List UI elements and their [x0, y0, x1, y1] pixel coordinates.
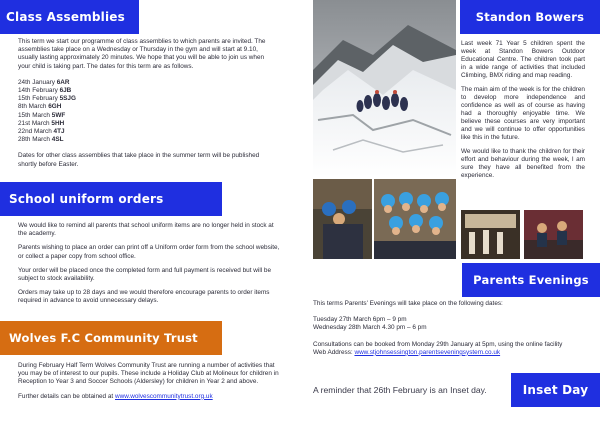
uniform-paragraph: Orders may take up to 28 days and we would therefore encourage parents to order items required in advance to avoid unnecessary delays. [18, 289, 270, 305]
wolves-title: Wolves F.C Community Trust [9, 331, 198, 345]
assembly-date-row: 24th January 6AR [18, 78, 70, 86]
standon-bowers-banner [460, 0, 600, 34]
inset-day-reminder: A reminder that 26th February is an Inset day. [313, 385, 487, 395]
assembly-date-row: 21st March 5HH [18, 119, 65, 127]
assembly-date-row: 8th March 6GH [18, 103, 62, 111]
bmx-illustration [524, 210, 583, 259]
class-assemblies-intro: This term we start our programme of class assemblies to which parents are invited. The assemblies take place on a Wednesday or Thursday in the gym and will start at 9.10, usually lasting approximately 20 minutes. We hope that you will be able to join us when your child is taking part. The dates for this term are as follows. [18, 38, 266, 70]
standon-paragraph: We would like to thank the children for their effort and behaviour during the week, I am sure they have all benefited from the experience. [461, 148, 585, 179]
class-assemblies-outro: Dates for other class assemblies that take place in the summer term will be published shortly before Easter. [18, 152, 260, 168]
assembly-date-row: 22nd March 4TJ [18, 128, 65, 136]
class-assemblies-banner [0, 0, 139, 34]
assembly-date-row: 14th February 6JB [18, 87, 72, 95]
climbing-helmet-photo [313, 179, 372, 259]
wolves-link[interactable]: www.wolvescommunitytrust.org.uk [115, 392, 213, 400]
assembly-date-row: 28th March 4SL [18, 136, 64, 144]
group-illustration [374, 179, 456, 259]
assembly-date-list [18, 79, 276, 145]
assembly-date-row: 15th February 5SJG [18, 95, 76, 103]
assembly-date-row: 15th March 5WF [18, 111, 66, 119]
uniform-paragraph: Parents wishing to place an order can print off a Uniform order form from the school website, or collect a paper copy from school office. [18, 244, 280, 260]
inset-day-banner [511, 373, 600, 407]
uniform-paragraph: Your order will be placed once the completed form and full payment is received but will be subject to stock availability. [18, 266, 272, 283]
wolves-banner [0, 321, 222, 355]
wolves-body [18, 362, 280, 407]
wolves-further-details: Further details can be obtained at www.wolvescommunitytrust.org.uk [18, 392, 213, 400]
uniform-paragraph: We would like to remind all parents that school uniform items are no longer held in stock at the academy. [18, 222, 274, 238]
standon-paragraph: The main aim of the week is for the children to develop more independence and confidence as well as of course as having had a thoroughly enjoyable time. We believe these courses are very important and we will continue to offer opportunities like this in the future. [461, 86, 585, 141]
school-uniform-banner [0, 182, 222, 216]
mountain-illustration [313, 0, 456, 177]
bmx-photo [524, 210, 583, 259]
school-uniform-title: School uniform orders [9, 192, 164, 206]
indoor-activity-photo [461, 210, 520, 259]
group-helmets-photo [374, 179, 456, 259]
parents-evenings-body [313, 300, 593, 357]
parents-evening-date: Tuesday 27th March 6pm – 9 pm [313, 316, 407, 324]
standon-bowers-title: Standon Bowers [475, 10, 585, 24]
parents-evenings-banner [462, 263, 600, 297]
parents-evening-link[interactable]: www.stjohnsessington.parentseveningsystem.co.uk [354, 348, 501, 356]
class-assemblies-title: Class Assemblies [6, 10, 125, 24]
parents-evening-date: Wednesday 28th March 4.30 pm – 6 pm [313, 324, 427, 332]
parents-evenings-title: Parents Evenings [473, 273, 589, 287]
booking-web-address: Web Address: www.stjohnsessington.parentseveningsystem.co.uk [313, 348, 501, 356]
standon-bowers-body [461, 40, 585, 186]
booking-text: Consultations can be booked from Monday 29th January at 5pm, using the online facility [313, 340, 563, 348]
indoor-illustration [461, 210, 520, 259]
class-assemblies-body [18, 38, 276, 175]
parents-evenings-intro: This terms Parents' Evenings will take place on the following dates: [313, 300, 503, 307]
standon-paragraph: Last week 71 Year 5 children spent the week at Standon Bowers Outdoor Educational Centre. The children took part in a wide range of activities that included Climbing, BMX riding and map reading. [461, 40, 585, 79]
climbing-illustration [313, 179, 372, 259]
wolves-paragraph: During February Half Term Wolves Community Trust are running a number of activities that you may be of interest to our pupils. These include a Holiday Club at Molineux for children in Reception to Year 3 and Soccer Schools (Aldersley) for children in Year 2 and above. [18, 362, 279, 386]
snowy-mountain-photo [313, 0, 456, 177]
parents-evenings-dates [313, 316, 593, 332]
parents-evenings-booking [313, 341, 593, 357]
inset-day-title: Inset Day [522, 383, 589, 397]
school-uniform-body [18, 222, 280, 312]
